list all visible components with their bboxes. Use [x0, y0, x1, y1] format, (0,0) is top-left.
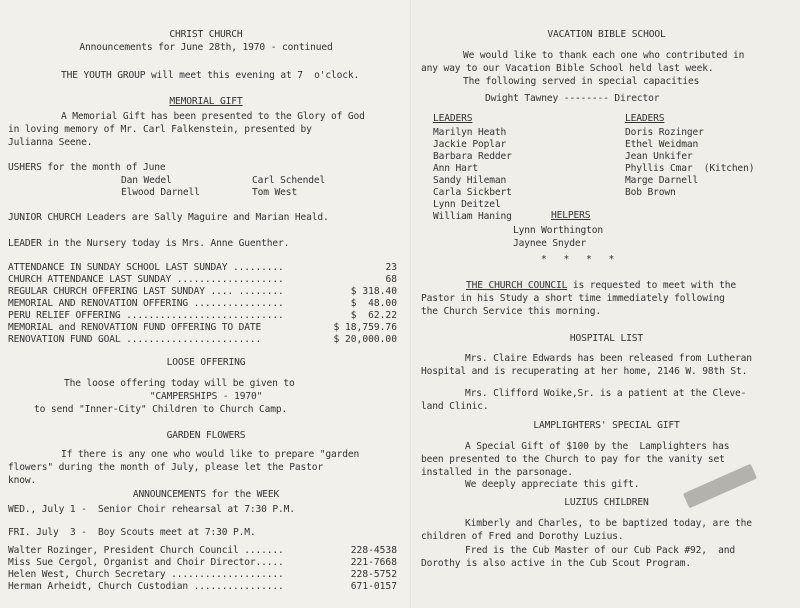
lamplighters-line: been presented to the Church to pay for the vanity set: [421, 454, 725, 465]
vbs-heading: VACATION BIBLE SCHOOL: [547, 29, 666, 40]
luzius-line: Dorothy is also active in the Cub Scout Program.: [421, 558, 692, 569]
stat-label: MEMORIAL and RENOVATION FUND OFFERING TO DATE: [8, 322, 262, 333]
leader-name: Marge Darnell: [625, 175, 699, 186]
leader-name: Marilyn Heath: [433, 127, 507, 138]
garden-flowers-line: flowers" during the month of July, please let the Pastor: [8, 462, 324, 473]
loose-offering-heading: LOOSE OFFERING: [166, 357, 246, 368]
luzius-heading: LUZIUS CHILDREN: [564, 497, 649, 508]
stat-value: 23: [385, 262, 397, 273]
leaders-heading: LEADERS: [433, 113, 473, 124]
ushers-heading: USHERS for the month of June: [8, 162, 166, 173]
garden-flowers-line: If there is any one who would like to prepare "garden: [61, 449, 360, 460]
church-title: CHRIST CHURCH: [169, 29, 243, 40]
leader-name: Ann Hart: [433, 163, 479, 174]
luzius-line: Kimberly and Charles, to be baptized today, are the: [465, 518, 752, 529]
stat-label: REGULAR CHURCH OFFERING LAST SUNDAY .... ........: [8, 286, 284, 297]
luzius-line: children of Fred and Dorothy Luzius.: [421, 531, 624, 542]
leader-name: Phyllis Cmar (Kitchen): [625, 163, 755, 174]
memorial-gift-heading: MEMORIAL GIFT: [169, 96, 243, 107]
council-lead: THE CHURCH COUNCIL: [466, 280, 568, 291]
helpers-heading: HELPERS: [551, 210, 591, 221]
week-heading: ANNOUNCEMENTS for the WEEK: [132, 489, 280, 500]
stat-value: $ 62.22: [350, 310, 397, 321]
vbs-line: The following served in special capacities: [463, 76, 700, 87]
nursery-notice: LEADER in the Nursery today is Mrs. Anne Guenther.: [8, 238, 290, 249]
lamplighters-heading: LAMPLIGHTERS' SPECIAL GIFT: [533, 420, 680, 431]
leader-name: Barbara Redder: [433, 151, 512, 162]
leader-name: William Haning: [433, 211, 512, 222]
leader-name: Sandy Hileman: [433, 175, 507, 186]
leader-name: Ethel Weidman: [625, 139, 699, 150]
vbs-director: Dwight Tawney -------- Director: [485, 93, 660, 104]
contact-label: Helen West, Church Secretary ....................: [8, 569, 284, 580]
lamplighters-line: We deeply appreciate this gift.: [465, 479, 640, 490]
memorial-line: A Memorial Gift has been presented to the Glory of God: [61, 111, 365, 122]
contact-phone: 671-0157: [350, 581, 397, 592]
stat-value: $ 318.40: [350, 286, 397, 297]
stat-value: 68: [385, 274, 397, 285]
leader-name: Jean Unkifer: [625, 151, 693, 162]
contact-phone: 228-4538: [350, 545, 397, 556]
hospital-line: Mrs. Claire Edwards has been released from Lutheran: [465, 353, 752, 364]
stat-value: $ 20,000.00: [333, 334, 397, 345]
leader-name: Bob Brown: [625, 187, 676, 198]
usher-name: Dan Wedel: [121, 175, 172, 186]
stat-label: RENOVATION FUND GOAL ........................: [8, 334, 262, 345]
hospital-line: Mrs. Clifford Woike,Sr. is a patient at the Cleve-: [465, 388, 747, 399]
memorial-line: Julianna Seene.: [8, 137, 93, 148]
usher-name: Tom West: [252, 187, 298, 198]
vbs-line: any way to our Vacation Bible School held last week.: [421, 63, 714, 74]
council-line: Pastor in his Study a short time immediately following: [421, 293, 725, 304]
leaders-heading: LEADERS: [625, 113, 665, 124]
section-divider: * * * *: [541, 254, 615, 265]
contact-phone: 221-7668: [350, 557, 397, 568]
lamplighters-line: A Special Gift of $100 by the Lamplighters has: [465, 441, 730, 452]
loose-offering-line: The loose offering today will be given to: [64, 378, 295, 389]
contact-label: Walter Rozinger, President Church Council .......: [8, 545, 284, 556]
contact-label: Miss Sue Cergol, Organist and Choir Director.....: [8, 557, 284, 568]
garden-flowers-line: know.: [8, 475, 37, 486]
leader-name: Lynn Deitzel: [433, 199, 501, 210]
loose-offering-line: "CAMPERSHIPS - 1970": [149, 391, 263, 402]
hospital-line: Hospital and is recuperating at her home, 2146 W. 98th St.: [421, 366, 748, 377]
stat-label: MEMORIAL AND RENOVATION OFFERING ................: [8, 298, 284, 309]
loose-offering-line: to send "Inner-City" Children to Church Camp.: [34, 404, 288, 415]
contact-label: Herman Arheidt, Church Custodian ................: [8, 581, 284, 592]
stat-label: CHURCH ATTENDANCE LAST SUNDAY ...................: [8, 274, 284, 285]
leader-name: Jackie Poplar: [433, 139, 507, 150]
hospital-heading: HOSPITAL LIST: [569, 333, 644, 344]
council-notice: [466, 280, 736, 292]
junior-church-notice: JUNIOR CHURCH Leaders are Sally Maguire and Marian Heald.: [8, 212, 329, 223]
contact-phone: 228-5752: [350, 569, 397, 580]
youth-group-notice: THE YOUTH GROUP will meet this evening at 7 o'clock.: [61, 70, 360, 81]
week-event: WED., July 1 - Senior Choir rehearsal at 7:30 P.M.: [8, 504, 295, 515]
stat-value: $ 18,759.76: [333, 322, 397, 333]
right-page: [413, 0, 800, 608]
lamplighters-line: installed in the parsonage.: [421, 467, 573, 478]
hospital-line: land Clinic.: [421, 401, 489, 412]
stat-label: ATTENDANCE IN SUNDAY SCHOOL LAST SUNDAY .........: [8, 262, 284, 273]
memorial-line: in loving memory of Mr. Carl Falkenstein, presented by: [8, 124, 312, 135]
council-line: the Church Service this morning.: [421, 306, 602, 317]
helper-name: Lynn Worthington: [513, 225, 604, 236]
luzius-line: Fred is the Cub Master of our Cub Pack #92, and: [465, 545, 736, 556]
usher-name: Carl Schendel: [252, 175, 326, 186]
stat-label: PERU RELIEF OFFERING ............................: [8, 310, 284, 321]
stat-value: $ 48.00: [350, 298, 397, 309]
garden-flowers-heading: GARDEN FLOWERS: [166, 430, 246, 441]
council-text: is requested to meet with the: [567, 280, 737, 291]
leader-name: Carla Sickbert: [433, 187, 512, 198]
vbs-line: We would like to thank each one who contributed in: [463, 50, 745, 61]
leader-name: Doris Rozinger: [625, 127, 704, 138]
usher-name: Elwood Darnell: [121, 187, 200, 198]
week-event: FRI. July 3 - Boy Scouts meet at 7:30 P.M.: [8, 527, 256, 538]
announcement-date: Announcements for June 28th, 1970 - continued: [79, 42, 333, 53]
helper-name: Jaynee Snyder: [513, 238, 587, 249]
